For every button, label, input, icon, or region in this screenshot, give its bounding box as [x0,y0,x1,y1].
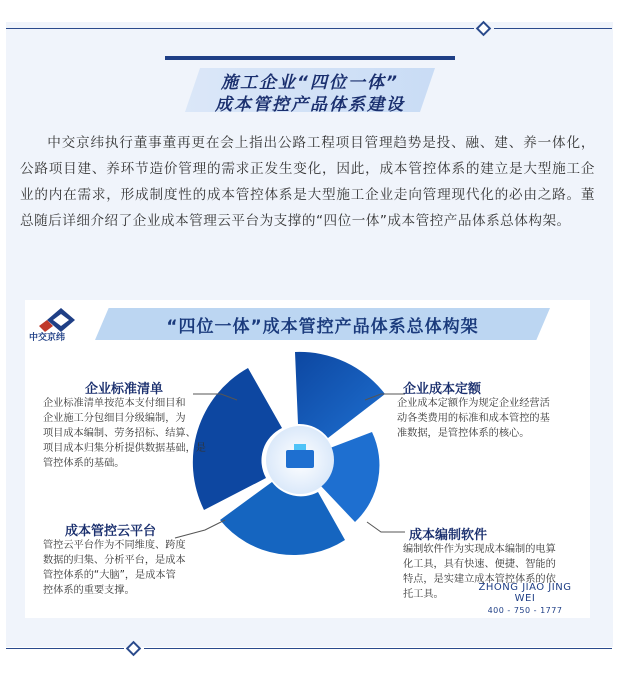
section-line: 管控云平台作为不同维度、跨度 [43,540,186,551]
section-line: 化工具，具有快速、便捷、智能的 [403,559,556,570]
section-line: 编制软件作为实现成本编制的电算 [403,544,556,555]
section-text-cost-quota [397,396,550,441]
title-bar [165,56,455,60]
watermark-phone: 400 - 750 - 1777 [487,606,563,615]
section-line: 企业施工分包细目分级编制，为 [43,413,186,424]
center-icon-accent [294,444,306,450]
section-line: 准数据，是管控体系的核心。 [397,428,530,439]
title-line-1: 施工企业“四位一体” [221,73,399,93]
pointer-line-4 [367,522,405,532]
ring-segment-bottom [220,482,345,555]
section-title-cost-software: 成本编制软件 [409,528,488,543]
section-line: 特点，是实建立成本管控体系的依 [403,574,556,585]
logo-text: 中交京纬 [29,333,66,343]
article-paragraph: 中交京纬执行董事董再更在会上指出公路工程项目管理趋势是投、融、建、养一体化，公路项目建、养环节造价管理的需求正发生变化，因此，成本管控体系的建立是大型施工企业的内在需求，形成制度性的成本管控体系是大型施工企业走向管理现代化的必由之路。董总随后详细介绍了企业成本管理云平台为支撑的“四位一体”成本管控产品体系总体构架。 [20,135,595,229]
pointer-line-3 [175,520,225,538]
section-line: 企业成本定额作为规定企业经营活 [397,398,550,409]
bottom-rule-left [6,648,124,649]
section-line: 控体系的重要支撑。 [43,585,135,596]
section-title-cloud-platform: 成本管控云平台 [65,524,157,539]
section-line: 动各类费用的标准和成本管控的基 [397,413,550,424]
bottom-rule-right [144,648,612,649]
article-title [165,56,455,116]
section-text-cloud-platform [43,538,186,598]
section-line: 企业标准清单按范本支付细目和 [43,398,186,409]
section-line: 项目成本归集分析提供数据基础，是 [43,443,206,454]
section-line: 管控体系的“大脑”，是成本管 [43,570,176,581]
ring-segment-top [295,352,385,438]
watermark-line-2: WEI [514,593,536,604]
top-rule-right [494,28,612,29]
title-line-2: 成本管控产品体系建设 [215,95,405,115]
top-rule-left [6,28,474,29]
section-text-standard-list [43,396,206,471]
figure-title: “四位一体”成本管控产品体系总体构架 [166,317,479,337]
section-title-cost-quota: 企业成本定额 [403,382,482,397]
watermark [465,582,585,615]
center-cloud-icon [286,450,314,468]
section-title-standard-list: 企业标准清单 [85,382,164,397]
watermark-line-1: ZHONG JIAO JING [478,582,572,593]
section-line: 管控体系的基础。 [43,458,125,469]
architecture-figure [25,300,590,618]
section-line: 数据的归集、分析平台，是成本 [43,555,186,566]
section-line: 托工具。 [403,589,444,600]
section-line: 项目成本编制、劳务招标、结算、 [43,428,196,439]
